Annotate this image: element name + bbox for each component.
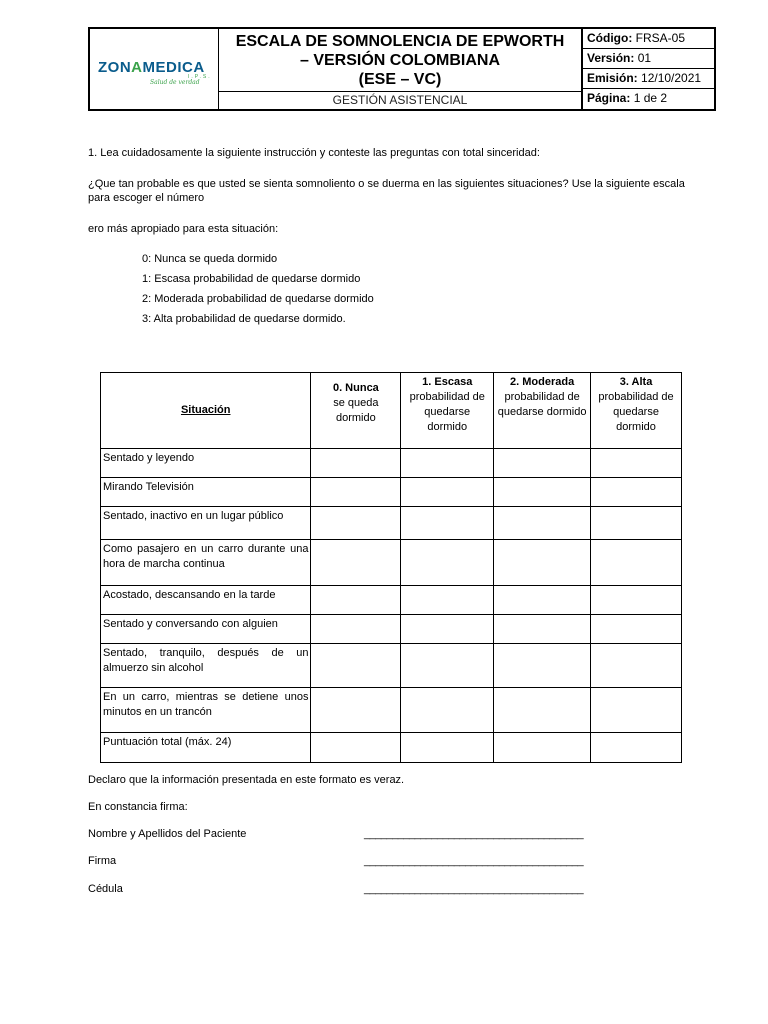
scale-item-2: 2: Moderada probabilidad de quedarse dormido	[142, 293, 374, 305]
question-line-c: ero más apropiado para esta situación:	[88, 223, 279, 235]
answer-cell[interactable]	[311, 688, 401, 733]
answer-cell[interactable]	[494, 507, 591, 540]
total-cell[interactable]	[494, 733, 591, 763]
meta-pagina	[583, 89, 714, 109]
answer-cell[interactable]	[591, 644, 682, 688]
table-header-row	[101, 373, 682, 449]
scale-item-1: 1: Escasa probabilidad de quedarse dormido	[142, 273, 361, 285]
pagina-label: Página:	[587, 91, 631, 105]
answer-cell[interactable]	[494, 615, 591, 644]
header-col-1	[401, 373, 494, 449]
company-logo	[90, 29, 219, 109]
row-label: Como pasajero en un carro durante una hora de marcha continua	[101, 540, 311, 586]
answer-cell[interactable]	[591, 688, 682, 733]
row-label: Sentado, inactivo en un lugar público	[101, 507, 311, 540]
header-col-1-desc: probabilidad de quedarse dormido	[409, 391, 485, 433]
row-label: Mirando Televisión	[101, 478, 311, 507]
answer-cell[interactable]	[591, 615, 682, 644]
answer-cell[interactable]	[591, 449, 682, 478]
header-col-3-title: 3. Alta	[619, 376, 653, 388]
emision-label: Emisión:	[587, 71, 638, 85]
logo-accent-letter: A	[131, 59, 143, 76]
answer-cell[interactable]	[401, 449, 494, 478]
scale-item-0: 0: Nunca se queda dormido	[142, 253, 278, 265]
answer-cell[interactable]	[591, 540, 682, 586]
question-text	[88, 177, 718, 205]
table-row	[101, 644, 682, 688]
logo-tagline: Salud de verdad	[150, 79, 200, 86]
header-col-1-title: 1. Escasa	[422, 376, 473, 388]
answer-cell[interactable]	[401, 586, 494, 615]
answer-cell[interactable]	[591, 586, 682, 615]
constancia-text: En constancia firma:	[88, 801, 188, 813]
answer-cell[interactable]	[311, 615, 401, 644]
title-line-3: (ESE – VC)	[358, 71, 442, 88]
header-col-3-desc: probabilidad de quedarse dormido	[598, 391, 674, 433]
logo-ips: I.P.S.	[188, 74, 212, 80]
patient-name-line[interactable]: _______________________________________	[364, 828, 584, 840]
pagina-value: 1 de 2	[633, 91, 668, 105]
header-col-2	[494, 373, 591, 449]
header-col-0-title: 0. Nunca	[332, 382, 379, 394]
epworth-table	[100, 372, 682, 763]
answer-cell[interactable]	[311, 507, 401, 540]
document-subtitle: GESTIÓN ASISTENCIAL	[219, 91, 581, 109]
table-row	[101, 449, 682, 478]
row-label-total: Puntuación total (máx. 24)	[101, 733, 311, 763]
meta-version	[583, 49, 714, 69]
answer-cell[interactable]	[311, 586, 401, 615]
header-col-3	[591, 373, 682, 449]
answer-cell[interactable]	[494, 644, 591, 688]
answer-cell[interactable]	[311, 478, 401, 507]
answer-cell[interactable]	[401, 540, 494, 586]
question-line-b: para escoger el número	[88, 192, 205, 204]
answer-cell[interactable]	[311, 540, 401, 586]
table-row-total	[101, 733, 682, 763]
total-cell[interactable]	[311, 733, 401, 763]
title-line-2: – VERSIÓN COLOMBIANA	[299, 52, 500, 69]
answer-cell[interactable]	[401, 478, 494, 507]
row-label: Sentado y leyendo	[101, 449, 311, 478]
header-situacion: Situación	[101, 373, 311, 449]
version-label: Versión:	[587, 51, 635, 65]
instruction-item-1: 1. Lea cuidadosamente la siguiente instrucción y conteste las preguntas con total sinceridad:	[88, 147, 540, 159]
answer-cell[interactable]	[311, 449, 401, 478]
cedula-line[interactable]: _______________________________________	[364, 883, 584, 895]
answer-cell[interactable]	[494, 478, 591, 507]
table-row	[101, 615, 682, 644]
table-row	[101, 586, 682, 615]
firma-label: Firma	[88, 855, 117, 867]
answer-cell[interactable]	[401, 688, 494, 733]
meta-codigo	[583, 29, 714, 49]
patient-name-label: Nombre y Apellidos del Paciente	[88, 828, 247, 840]
total-cell[interactable]	[591, 733, 682, 763]
cedula-label: Cédula	[88, 883, 123, 895]
meta-emision	[583, 69, 714, 89]
answer-cell[interactable]	[311, 644, 401, 688]
table-row	[101, 688, 682, 733]
answer-cell[interactable]	[494, 688, 591, 733]
answer-cell[interactable]	[401, 507, 494, 540]
table-row	[101, 507, 682, 540]
table-row	[101, 478, 682, 507]
header-col-2-title: 2. Moderada	[510, 376, 575, 388]
answer-cell[interactable]	[591, 478, 682, 507]
answer-cell[interactable]	[494, 540, 591, 586]
row-label: En un carro, mientras se detiene unos minutos en un trancón	[101, 688, 311, 733]
row-label: Sentado, tranquilo, después de un almuerzo sin alcohol	[101, 644, 311, 688]
declaration-text: Declaro que la información presentada en este formato es veraz.	[88, 774, 405, 786]
codigo-label: Código:	[587, 31, 633, 45]
header-col-2-desc: probabilidad de quedarse dormido	[497, 391, 587, 418]
answer-cell[interactable]	[494, 449, 591, 478]
row-label: Sentado y conversando con alguien	[101, 615, 311, 644]
scale-item-3: 3: Alta probabilidad de quedarse dormido.	[142, 313, 346, 325]
title-line-1: ESCALA DE SOMNOLENCIA DE EPWORTH	[235, 33, 565, 50]
total-cell[interactable]	[401, 733, 494, 763]
answer-cell[interactable]	[401, 615, 494, 644]
emision-value: 12/10/2021	[641, 71, 702, 85]
row-label: Acostado, descansando en la tarde	[101, 586, 311, 615]
answer-cell[interactable]	[591, 507, 682, 540]
version-value: 01	[637, 51, 652, 65]
table-row	[101, 540, 682, 586]
header-col-0	[311, 373, 401, 449]
answer-cell[interactable]	[494, 586, 591, 615]
codigo-value: FRSA-05	[635, 31, 686, 45]
question-line-a: ¿Que tan probable es que usted se sienta somnoliento o se duerma en las siguientes situaciones? Use la siguiente escala	[88, 178, 685, 190]
firma-line[interactable]: _______________________________________	[364, 855, 584, 867]
answer-cell[interactable]	[401, 644, 494, 688]
logo-text: ZONAMEDICA	[98, 59, 205, 76]
header-col-0-desc: se queda dormido	[333, 397, 379, 424]
document-meta	[581, 29, 714, 109]
document-title	[219, 29, 581, 91]
document-header	[88, 27, 716, 111]
